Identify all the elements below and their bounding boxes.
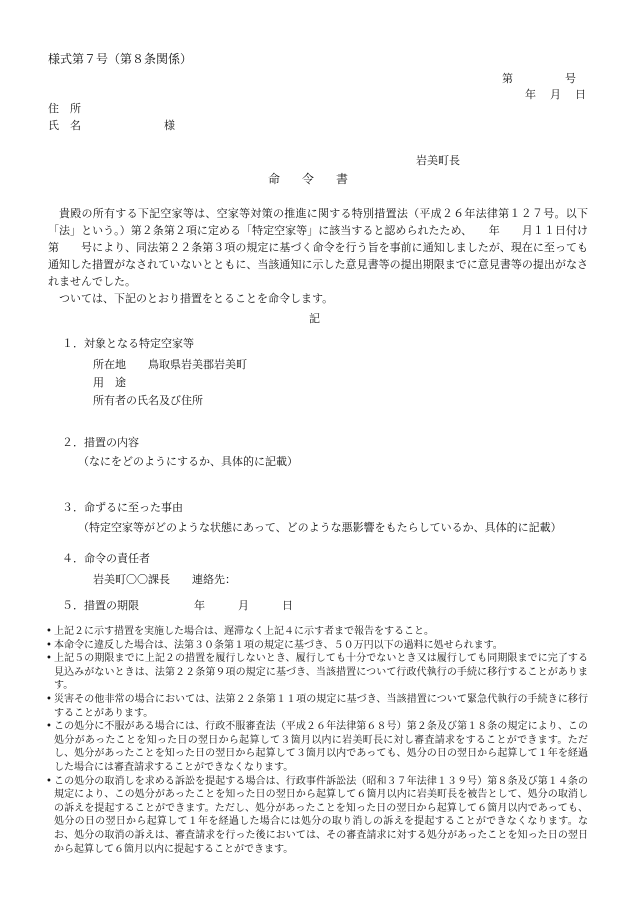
document-number bbox=[502, 70, 576, 86]
section-1-owner: 所有者の氏名及び住所 bbox=[93, 394, 203, 407]
notes bbox=[46, 625, 588, 856]
title-char: 命 bbox=[268, 172, 281, 186]
note-item: • 災害その他非常の場合においては、法第２２条第１１項の規定に基づき、当該措置について緊急代執行の手続きに移行することがあります。 bbox=[46, 693, 588, 720]
address-label: 住 所 bbox=[48, 102, 81, 115]
section-2-note: （なにをどのようにするか、具体的に記載） bbox=[78, 455, 298, 468]
honorific: 様 bbox=[164, 119, 175, 132]
section-1-heading: １．対象となる特定空家等 bbox=[62, 337, 194, 350]
note-item: • この処分に不服がある場合には、行政不服審査法（平成２６年法律第６８号）第２条及び第１８条の規定により、この処分があったことを知った日の翌日から起算して３箇月以内に岩美町長に対し審査請求をすることができます。ただし、処分があったことを知った日の翌日から起算して３箇月以内であっても、処分の日の翌日から起算して１年を経過した場合には審査請求することができなくなります。 bbox=[46, 720, 588, 774]
body-paragraph: ついては、下記のとおり措置をとることを命令します。 bbox=[59, 292, 334, 305]
note-item: • 上記２に示す措置を実施した場合は、遅滞なく上記４に示す者まで報告をすること。 bbox=[46, 625, 588, 639]
section-4-heading: ４．命令の責任者 bbox=[62, 552, 150, 565]
issuer: 岩美町長 bbox=[416, 154, 460, 167]
document-title bbox=[268, 170, 348, 187]
body-paragraph: 貴殿の所有する下記空家等は、空家等対策の推進に関する特別措置法（平成２６年法律第１２７号。以下「法」という。）第２条第２項に定める「特定空家等」に該当すると認められたため、 年 月１１日付け 第 号により、同法第２２条第３項の規定に基づく命令を行う旨を事前に通知しましたが、現在に至っても通知した措置がなされていないとともに、当該通知に示した意見書等の提出期限までに意見書等の提出がなされませんでした。 bbox=[48, 207, 610, 288]
body-text bbox=[48, 205, 610, 307]
section-3-note: （特定空家等がどのような状態にあって、どのような悪影響をもたらしているか、具体的に記載） bbox=[78, 521, 562, 534]
title-char: 書 bbox=[336, 172, 349, 186]
date-month: 月 bbox=[550, 88, 561, 101]
note-item: • この処分の取消しを求める訴訟を提起する場合は、行政事件訴訟法（昭和３７年法律１３９号）第８条及び第１４条の規定により、この処分があったことを知った日の翌日から起算して６箇月以内に岩美町長を被告として、処分の取消しの訴えを提起することができます。ただし、処分があったことを知った日の翌日から起算して６箇月以内であっても、処分の日の翌日から起算して１年を経過した場合には処分の取り消しの訴えを提起することができなくなります。なお、処分の取消の訴えは、審査請求を行った後においては、その審査請求に対する処分があったことを知った日の翌日から起算して６箇月以内に提起することができます。 bbox=[46, 775, 588, 857]
section-4-person: 岩美町〇〇課長 連絡先： bbox=[93, 573, 236, 586]
doc-number-prefix: 第 bbox=[502, 72, 513, 85]
note-item: • 上記５の期限までに上記２の措置を履行しないとき、履行しても十分でないとき又は履行しても同期限までに完了する見込みがないときは、法第２２条第９項の規定に基づき、当該措置について行政代執行の手続に移行することがあります。 bbox=[46, 652, 588, 693]
section-1-location: 所在地 鳥取県岩美郡岩美町 bbox=[93, 358, 247, 371]
name-label: 氏 名 bbox=[48, 119, 81, 132]
ki-heading: 記 bbox=[309, 312, 320, 325]
notes-list bbox=[46, 625, 588, 856]
form-label: 様式第７号（第８条関係） bbox=[48, 52, 193, 66]
note-item: • 本命令に違反した場合は、法第３０条第１項の規定に基づき、５０万円以下の過料に処せられます。 bbox=[46, 639, 588, 653]
section-5-heading: ５．措置の期限 年 月 日 bbox=[62, 599, 293, 612]
date-year: 年 bbox=[525, 88, 536, 101]
date-day: 日 bbox=[575, 88, 586, 101]
doc-number-suffix: 号 bbox=[565, 72, 576, 85]
section-1-use: 用 途 bbox=[93, 376, 126, 389]
title-char: 令 bbox=[302, 172, 315, 186]
issue-date bbox=[525, 86, 586, 102]
section-3-heading: ３．命ずるに至った事由 bbox=[62, 501, 183, 514]
section-2-heading: ２．措置の内容 bbox=[62, 436, 139, 449]
